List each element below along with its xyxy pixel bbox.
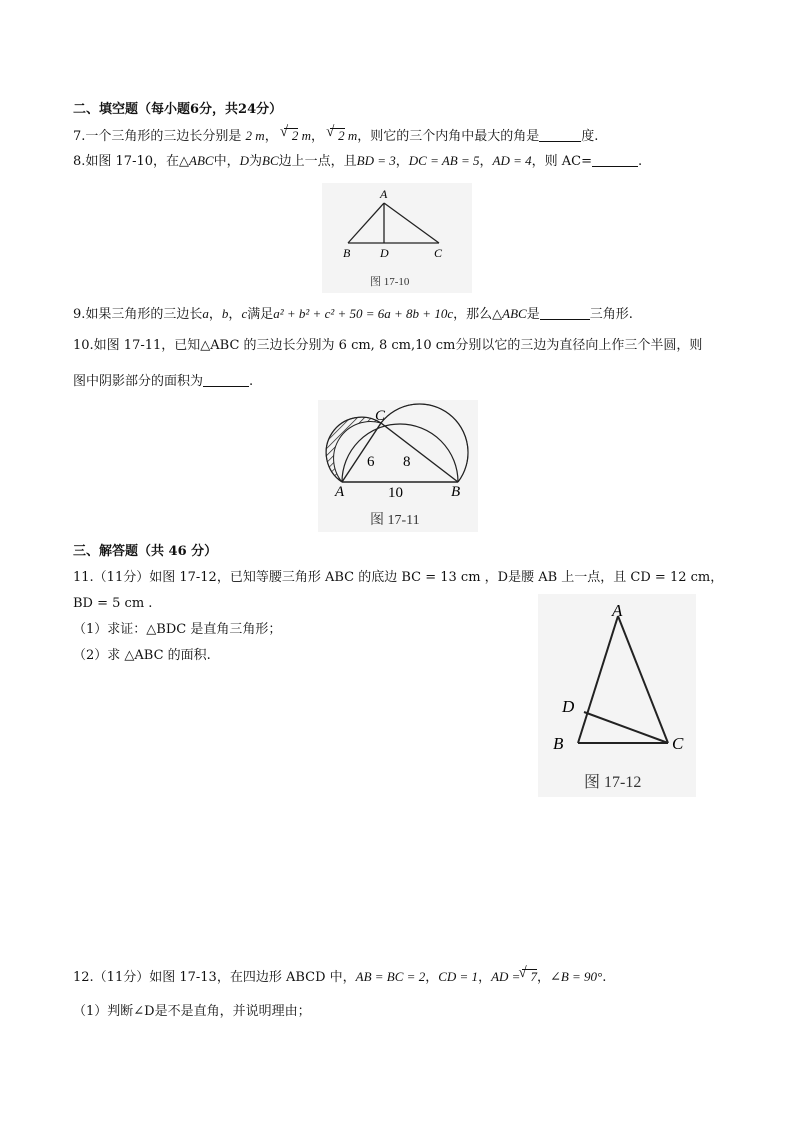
q9-equation: a² + b² + c² + 50 = 6a + 8b + 10c [273,306,454,321]
question-12-sub-1: （1）判断∠D是不是直角，并说明理由； [73,1004,311,1019]
label-b: B [451,484,461,500]
label-10: 10 [388,485,403,501]
label-c: C [375,408,386,424]
question-12: 12.（11分）如图 17-13，在四边形 ABCD 中，AB = BC = 2，CD = 1，AD =√ 7，∠B = 90°. [73,968,606,987]
figure-17-11-caption: 图 17-11 [370,513,420,528]
section-2-title: 二、填空题（每小题6分，共24分） [73,102,283,117]
question-10-line-2: 图中阴影部分的面积为 . [73,374,254,389]
question-9: 9.如果三角形的三边长a，b，c满足a² + b² + c² + 50 = 6a + 8b + 10c，那么△ABC是 三角形. [73,306,633,322]
label-6: 6 [367,454,375,470]
q7-text-a: 7.一个三角形的三边长分别是 [73,129,242,144]
label-b: B [553,734,564,753]
label-c: C [434,246,443,260]
figure-17-10 [322,183,472,293]
label-a: A [380,187,388,201]
q8-answer-blank[interactable] [592,153,638,167]
label-c: C [672,734,684,753]
q9-answer-blank[interactable] [540,306,590,320]
question-11-sub-2: （2）求 △ABC 的面积. [73,648,211,663]
figure-17-12-caption: 图 17-12 [584,774,642,791]
question-8: 8.如图 17-10，在△ABC中，D为BC边上一点，且BD = 3，DC = AB = 5，AD = 4，则 AC= . [73,153,643,169]
question-11-line-2: BD = 5 cm . [73,596,153,611]
label-d: D [380,246,389,260]
q7-text-c: 度. [581,129,599,144]
q7-side-3: √ 2 m [328,128,357,143]
figure-17-11 [318,400,478,532]
q7-side-2: √ 2 m [282,128,311,143]
question-7: 7.一个三角形的三边长分别是 2 m， √ 2 m， √ 2 m，则它的三个内角中最大的角是 度. [73,127,598,146]
question-11-sub-1: （1）求证：△BDC 是直角三角形； [73,622,282,637]
label-d: D [562,697,575,716]
question-10-line-1: 10.如图 17-11，已知△ABC 的三边长分别为 6 cm, 8 cm,10 cm分别以它的三边为直径向上作三个半圆，则 [73,338,703,353]
label-a: A [335,484,345,500]
label-b: B [343,246,351,260]
section-3-title: 三、解答题（共 46 分） [73,544,218,559]
q7-answer-blank[interactable] [539,128,581,142]
figure-17-12 [538,594,696,797]
question-11-line-1: 11.（11分）如图 17-12，已知等腰三角形 ABC 的底边 BC = 13 cm ，D是腰 AB 上一点，且 CD = 12 cm， [73,570,724,585]
figure-17-10-caption: 图 17-10 [370,276,410,288]
label-8: 8 [403,454,411,470]
q10-answer-blank[interactable] [203,373,249,387]
q7-text-b: ，则它的三个内角中最大的角是 [357,129,540,144]
label-a: A [612,601,623,620]
figure-17-12-background [538,594,696,797]
q7-side-1: 2 m [245,128,265,143]
